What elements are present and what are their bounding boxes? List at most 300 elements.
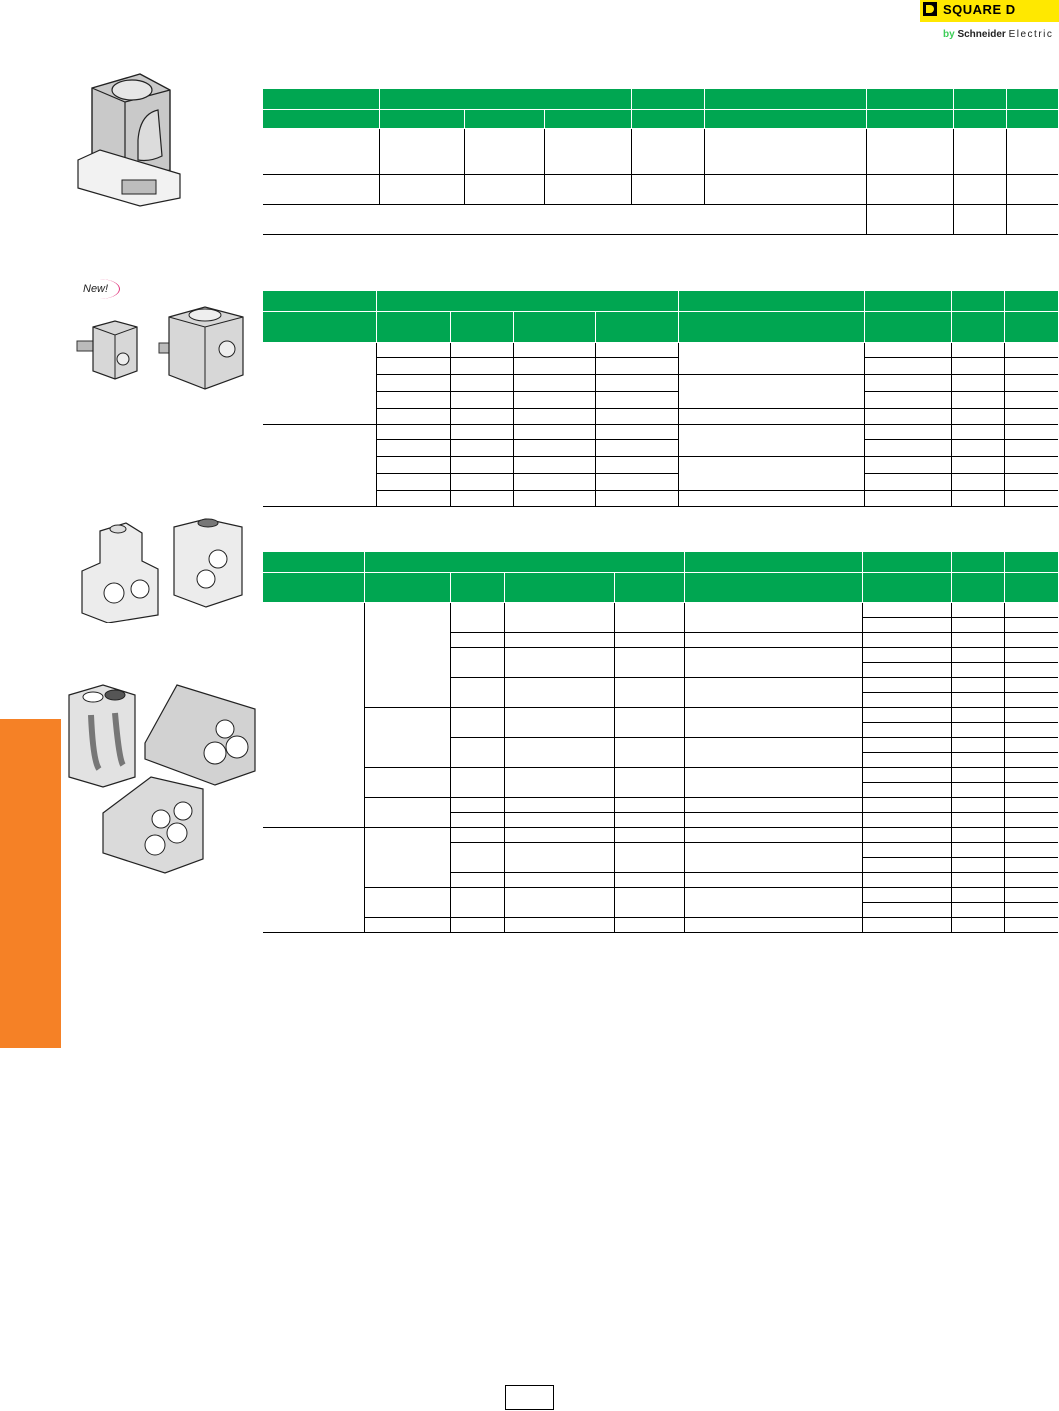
table-cell [263,128,379,174]
table-cell [951,391,1004,408]
table-cell [951,291,1004,311]
table-cell [364,552,684,572]
table-cell [263,677,364,692]
table-cell [263,357,376,374]
table-cell [614,572,684,602]
table-cell [951,737,1004,752]
table-cell [595,490,678,506]
table-cell [364,632,450,647]
table-cell [1004,887,1058,902]
table-cell [595,342,678,357]
table-cell [1004,677,1058,692]
table-cell [504,887,614,902]
table-cell [678,291,864,311]
table-cell [504,782,614,797]
table-cell [504,842,614,857]
table-cell [684,827,862,842]
table-cell [614,857,684,872]
table-cell [263,439,376,456]
table-cell [1004,357,1058,374]
table-cell [862,752,951,767]
table-cell [450,797,504,812]
table-cell [263,109,379,128]
table-cell [862,602,951,617]
table-row [263,677,1058,692]
table-cell [684,707,862,722]
table-cell [678,439,864,456]
table-cell [595,374,678,391]
table-cell [263,842,364,857]
table-cell [263,456,376,473]
table-cell [364,692,450,707]
table-cell [862,677,951,692]
table-row [263,812,1058,827]
table-cell [1004,572,1058,602]
table-cell [544,174,631,204]
table-cell [951,692,1004,707]
table-row [263,827,1058,842]
table-row [263,490,1058,506]
table-row [263,439,1058,456]
table-cell [1004,917,1058,932]
table-cell [364,782,450,797]
table-cell [951,767,1004,782]
table-cell [364,707,450,722]
table-row [263,342,1058,357]
table-cell [631,109,704,128]
table-cell [951,872,1004,887]
table-cell [364,737,450,752]
table-cell [684,917,862,932]
table-cell [364,677,450,692]
table-cell [684,797,862,812]
table-cell [364,662,450,677]
table-cell [951,887,1004,902]
table-cell [263,291,376,311]
table-cell [614,677,684,692]
table-cell [951,374,1004,391]
table-cell [862,707,951,722]
table-cell [263,827,364,842]
table-cell [376,291,678,311]
table-cell [513,311,595,342]
table-cell [631,128,704,174]
table-row [263,617,1058,632]
table-cell [504,647,614,662]
table-row [263,902,1058,917]
table-cell [504,752,614,767]
table-row [263,632,1058,647]
table-cell [1004,827,1058,842]
table-cell [513,424,595,439]
set-screw-lugs-image [75,305,250,400]
table-cell [862,917,951,932]
table-cell [1004,647,1058,662]
table-cell [951,456,1004,473]
lug-table-2 [263,291,1058,507]
table-cell [951,827,1004,842]
table-cell [862,842,951,857]
table-cell [263,887,364,902]
table-row [263,752,1058,767]
table-cell [263,617,364,632]
table-row [263,887,1058,902]
header-cell [263,89,379,109]
table-row [263,707,1058,722]
table-cell [1006,204,1058,234]
table-cell [704,89,866,109]
table-cell [951,842,1004,857]
table-cell [464,174,544,204]
two-hole-lugs-image [78,513,248,623]
table-cell [450,311,513,342]
table-cell [376,473,450,490]
table-row [263,456,1058,473]
table-cell [595,311,678,342]
table-cell [614,812,684,827]
table-cell [450,857,504,872]
table-cell [951,311,1004,342]
table-cell [678,408,864,424]
table-cell [376,456,450,473]
table-cell [263,797,364,812]
table-cell [263,692,364,707]
table-row [263,647,1058,662]
table-cell [450,617,504,632]
schneider-byline: by Schneider Electric [943,29,1054,40]
table-cell [684,647,862,662]
table-cell [862,572,951,602]
table-cell [951,662,1004,677]
table-cell [595,357,678,374]
table-cell [1006,128,1058,174]
table-row [263,391,1058,408]
table-cell [1004,857,1058,872]
table-cell [263,707,364,722]
table-cell [866,128,953,174]
table-cell [951,357,1004,374]
table-row [263,842,1058,857]
table-cell [450,424,513,439]
table-cell [951,707,1004,722]
table-cell [376,374,450,391]
table-cell [364,767,450,782]
table-cell [263,857,364,872]
table-row [263,767,1058,782]
table-cell [864,439,951,456]
table-cell [614,917,684,932]
table-cell [504,737,614,752]
table-cell [504,872,614,887]
table-row [263,128,1058,174]
table-cell [684,737,862,752]
table-cell [953,109,1006,128]
table-cell [678,357,864,374]
table-cell [1004,812,1058,827]
table-cell [263,342,376,357]
table-cell [450,737,504,752]
table-cell [450,887,504,902]
table-cell [364,917,450,932]
table-cell [684,572,862,602]
table-cell [864,374,951,391]
table-cell [866,89,953,109]
table-cell [864,473,951,490]
table-cell [504,617,614,632]
table-cell [504,662,614,677]
multi-barrel-lugs-image [65,673,260,888]
table-cell [951,722,1004,737]
table-cell [504,632,614,647]
table-cell [684,812,862,827]
table-cell [263,812,364,827]
table-cell [678,424,864,439]
table-cell [684,677,862,692]
table-cell [862,552,951,572]
table-cell [684,842,862,857]
table-row [263,872,1058,887]
table-cell [614,707,684,722]
table-cell [1004,552,1058,572]
table-cell [263,722,364,737]
table-cell [862,662,951,677]
table-cell [684,752,862,767]
table-cell [614,737,684,752]
table-cell [1004,291,1058,311]
table-cell [951,602,1004,617]
table-cell [450,490,513,506]
table-cell [951,677,1004,692]
table-cell [513,473,595,490]
table-cell [862,767,951,782]
new-badge: New! [83,283,109,295]
table-cell [614,602,684,617]
table-cell [951,617,1004,632]
table-cell [862,902,951,917]
table-cell [504,767,614,782]
table-cell [379,109,464,128]
table-cell [614,872,684,887]
table-cell [595,456,678,473]
table-cell [263,632,364,647]
lug-table-1 [263,89,1058,235]
table-cell [364,812,450,827]
table-cell [953,174,1006,204]
table-cell [263,473,376,490]
table-cell [1004,342,1058,357]
table-cell [862,797,951,812]
table-cell [951,752,1004,767]
table-cell [1004,872,1058,887]
table-cell [951,408,1004,424]
table-cell [1006,109,1058,128]
table-cell [364,752,450,767]
table-cell [864,391,951,408]
table-cell [862,812,951,827]
table-cell [614,767,684,782]
table-cell [684,782,862,797]
table-row [263,917,1058,932]
table-cell [951,490,1004,506]
table-cell [464,109,544,128]
table-cell [450,357,513,374]
table-cell [376,424,450,439]
section-side-tab [0,719,61,1048]
table-cell [595,424,678,439]
table-cell [684,692,862,707]
table-cell [513,456,595,473]
table-cell [1004,439,1058,456]
table-cell [614,647,684,662]
table-cell [862,872,951,887]
table-cell [684,617,862,632]
table-cell [450,391,513,408]
table-cell [1004,752,1058,767]
table-cell [614,827,684,842]
table-cell [504,857,614,872]
table-cell [614,662,684,677]
lug-table-3 [263,552,1058,933]
table-row [263,692,1058,707]
table-cell [684,857,862,872]
table-cell [1004,842,1058,857]
table-cell [450,872,504,887]
table-cell [364,617,450,632]
table-cell [364,572,450,602]
table-row [263,408,1058,424]
table-row [263,204,1058,234]
table-cell [631,174,704,204]
table-cell [263,662,364,677]
table-cell [684,722,862,737]
table-cell [376,490,450,506]
table-cell [951,439,1004,456]
table-row [263,857,1058,872]
table-cell [614,902,684,917]
table-cell [864,291,951,311]
table-cell [544,109,631,128]
table-cell [364,602,450,617]
table-cell [1004,737,1058,752]
table-cell [1004,374,1058,391]
table-cell [504,707,614,722]
table-cell [1004,490,1058,506]
table-cell [364,797,450,812]
table-cell [450,812,504,827]
table-row [263,797,1058,812]
table-cell [953,89,1006,109]
table-cell [263,647,364,662]
table-cell [450,902,504,917]
table-cell [862,782,951,797]
table-cell [1004,767,1058,782]
table-cell [263,408,376,424]
table-cell [450,647,504,662]
table-cell [379,174,464,204]
table-cell [263,552,364,572]
table-cell [376,357,450,374]
table-cell [595,439,678,456]
table-row [263,424,1058,439]
table-cell [678,473,864,490]
table-cell [595,408,678,424]
table-cell [864,408,951,424]
table-cell [450,374,513,391]
table-cell [263,872,364,887]
single-lug-connector-image [70,70,195,210]
table-row [263,174,1058,204]
table-cell [263,602,364,617]
table-cell [684,602,862,617]
table-cell [263,737,364,752]
table-cell [704,174,866,204]
table-cell [513,357,595,374]
table-cell [364,857,450,872]
table-cell [614,617,684,632]
table-cell [678,342,864,357]
table-cell [504,917,614,932]
table-cell [504,812,614,827]
table-cell [450,342,513,357]
table-cell [866,204,953,234]
table-cell [1006,174,1058,204]
table-cell [864,490,951,506]
table-cell [263,424,376,439]
table-cell [364,872,450,887]
table-cell [450,473,513,490]
table-cell [684,887,862,902]
table-cell [614,632,684,647]
table-cell [951,797,1004,812]
table-cell [866,174,953,204]
table-cell [263,391,376,408]
table-cell [951,572,1004,602]
table-cell [450,602,504,617]
table-cell [513,408,595,424]
table-cell [953,204,1006,234]
table-cell [450,707,504,722]
table-cell [614,887,684,902]
table-cell [1004,473,1058,490]
table-cell [951,342,1004,357]
table-cell [450,456,513,473]
table-cell [614,692,684,707]
table-cell [450,842,504,857]
table-cell [951,473,1004,490]
table-cell [614,752,684,767]
table-cell [464,128,544,174]
table-cell [678,456,864,473]
table-cell [684,632,862,647]
header-cell [379,89,631,109]
table-cell [951,917,1004,932]
table-cell [1004,692,1058,707]
table-cell [376,311,450,342]
table-cell [504,797,614,812]
table-cell [513,374,595,391]
d-logo-icon [923,2,937,16]
table-cell [364,647,450,662]
table-row [263,602,1058,617]
table-cell [263,490,376,506]
page-number-box [505,1385,554,1410]
table-cell [263,767,364,782]
table-cell [504,677,614,692]
table-cell [595,473,678,490]
table-cell [504,827,614,842]
table-cell [951,552,1004,572]
table-cell [862,887,951,902]
